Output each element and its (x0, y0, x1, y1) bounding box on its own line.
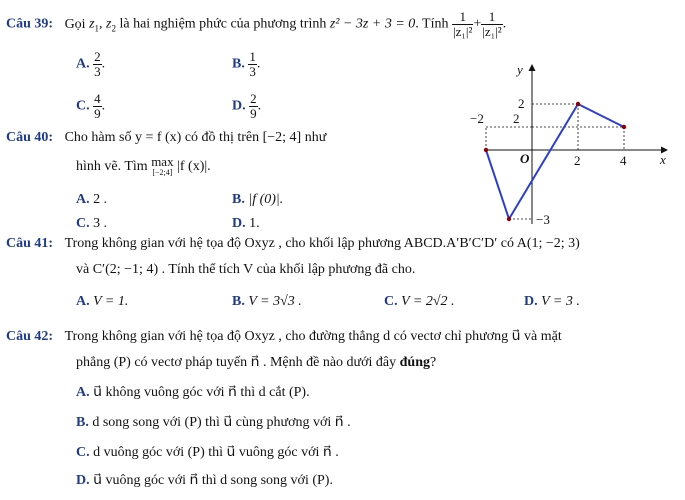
q40-option-c-letter: C. (76, 216, 90, 231)
q39-sep: , (99, 16, 107, 32)
y-tick-2: 2 (518, 96, 525, 111)
graph-point-0 (484, 148, 488, 152)
q40-max-word: max (151, 154, 174, 169)
q39-option-c-letter: C. (76, 98, 90, 114)
q39-stem (6, 10, 506, 39)
q41-option-a[interactable] (76, 294, 128, 310)
q41-option-b-text: V = 3√3 . (248, 294, 302, 309)
q39-frac-2 (481, 10, 502, 39)
q42-line2 (76, 354, 436, 371)
q39-z2: z (106, 16, 112, 32)
q42-option-c-text: d vuông góc với (P) thì u⃗ vuông góc với n⃗ . (93, 445, 339, 460)
q42-option-b-letter: B. (76, 415, 89, 430)
q41-option-a-text: V = 1. (93, 294, 129, 309)
q39-option-b-letter: B. (232, 56, 245, 72)
q39-z2-sub: 2 (111, 23, 116, 34)
q42-option-a-text: u⃗ không vuông góc với n⃗ thì d cắt (P). (93, 385, 310, 400)
q39-z1-sub: 1 (94, 23, 100, 34)
function-curve (486, 104, 624, 219)
q41-option-c[interactable] (384, 294, 455, 310)
q40-label: Câu 40: (6, 130, 54, 145)
q41-label: Câu 41: (6, 236, 54, 251)
q40-line1 (6, 130, 326, 146)
q39-plus: + (473, 16, 482, 32)
q41-option-b[interactable] (232, 294, 302, 310)
q40-option-a-text: 2 . (93, 192, 108, 207)
origin-label: O (520, 151, 530, 166)
q41-option-d-text: V = 3 . (541, 294, 580, 309)
q40-line2 (76, 156, 211, 178)
q39-option-c-den: 9 (94, 106, 101, 121)
x-axis-label: x (660, 152, 666, 167)
q40-option-b[interactable] (232, 192, 283, 208)
y-axis-label: y (517, 62, 523, 77)
q40-option-b-text: |f (0)|. (248, 192, 284, 207)
q42-line2-a: phẳng (P) có vectơ pháp tuyến n⃗ . Mệnh đề nào dưới đây (76, 355, 400, 370)
q41-option-a-letter: A. (76, 294, 90, 309)
q39-equation: z² − 3z + 3 = 0 (329, 16, 416, 32)
q39-option-b[interactable]: B. $\frac{1}{3}$ . (232, 49, 261, 79)
q39-end: . (502, 16, 507, 32)
q39-frac-1-num: 1 (459, 9, 466, 24)
q42-option-a[interactable] (76, 384, 310, 401)
q39-option-c-num: 4 (94, 91, 101, 106)
graph-point-3 (622, 125, 626, 129)
x-tick-2: 2 (574, 153, 581, 168)
q40-max (151, 156, 173, 178)
q41-line2 (76, 262, 415, 278)
q42-option-b[interactable] (76, 414, 351, 431)
q40-option-d[interactable] (232, 216, 260, 232)
q41-option-d[interactable] (524, 294, 580, 310)
q40-line2-b: |f (x)|. (177, 159, 211, 175)
function-graph (470, 58, 680, 228)
q39-option-b-num: 1 (249, 49, 256, 64)
x-tick-2-upper: 2 (513, 111, 520, 126)
q40-option-d-text: 1. (249, 216, 260, 231)
q42-option-d-text: u⃗ vuông góc với n⃗ thì d song song với (P). (93, 473, 333, 488)
x-tick-minus-2: −2 (470, 111, 484, 126)
q42-option-c-letter: C. (76, 445, 90, 460)
q41-line2-text: và C′(2; −1; 4) . Tính thể tích V của khối lập phương đã cho. (76, 262, 416, 277)
q39-option-d-den: 9 (250, 106, 257, 121)
q39-frac-1-den: |z₁|² (452, 24, 473, 39)
q40-option-d-letter: D. (232, 216, 246, 231)
q39-z1: z (89, 16, 95, 32)
q39-frac-2-num: 1 (488, 9, 496, 24)
q40-option-b-letter: B. (232, 192, 245, 207)
q39-option-c[interactable]: C. $\frac{4}{9}$ . (76, 91, 106, 121)
q39-option-d-num: 2 (250, 91, 257, 106)
graph-point-1 (507, 217, 511, 221)
q40-option-c[interactable] (76, 216, 107, 232)
q42-label: Câu 42: (6, 329, 54, 344)
q40-option-a[interactable] (76, 192, 107, 208)
q40-line2-a: hình vẽ. Tìm (76, 159, 152, 175)
graph-point-2 (576, 102, 580, 106)
q39-stem-b: là hai nghiệm phức của phương trình (115, 16, 330, 32)
q42-line2-bold: đúng (399, 355, 430, 370)
q41-option-b-letter: B. (232, 294, 245, 309)
q42-option-d-letter: D. (76, 473, 90, 488)
q39-option-a[interactable]: A. $\frac{2}{3}$ . (76, 49, 106, 79)
q39-option-d-value (249, 92, 258, 121)
q39-frac-1 (452, 10, 473, 39)
x-tick-4: 4 (620, 153, 627, 168)
q41-option-c-text: V = 2√2 . (401, 294, 455, 309)
q41-option-d-letter: D. (524, 294, 538, 309)
q39-option-c-value (93, 92, 102, 121)
q39-option-d[interactable]: D. $\frac{2}{9}$ . (232, 91, 262, 121)
q42-option-a-letter: A. (76, 385, 90, 400)
q40-line1-text: Cho hàm số y = f (x) có đồ thị trên [−2; 4] như (64, 130, 327, 145)
q40-max-sub: [−2;4] (152, 168, 173, 177)
q40-option-a-letter: A. (76, 192, 90, 207)
y-tick-minus-3: −3 (536, 212, 550, 227)
q39-frac-2-den: |z₁|² (482, 24, 502, 39)
q42-line2-b: ? (430, 355, 437, 370)
q42-line1-text: Trong không gian với hệ tọa độ Oxyz , cho đường thẳng d có vectơ chỉ phương u⃗ và mặt (64, 329, 562, 344)
q39-stem-c: . Tính (415, 16, 452, 32)
q42-option-c[interactable] (76, 444, 339, 461)
q39-option-a-num: 2 (94, 49, 101, 64)
q39-option-d-letter: D. (232, 98, 246, 114)
q41-line1-text: Trong không gian với hệ tọa độ Oxyz , cho khối lập phương ABCD.A′B′C′D′ có A(1; −2; 3) (64, 236, 580, 251)
q39-option-a-value (93, 50, 102, 79)
q39-option-a-den: 3 (94, 64, 101, 79)
q41-option-c-letter: C. (384, 294, 398, 309)
q42-option-b-text: d song song với (P) thì u⃗ cùng phương với n⃗ . (92, 415, 351, 430)
q39-option-b-den: 3 (249, 64, 256, 79)
q39-option-a-letter: A. (76, 56, 90, 72)
q39-option-b-value (248, 50, 257, 79)
q42-line1 (6, 328, 562, 345)
q39-stem-a: Gọi (64, 16, 90, 32)
q41-line1 (6, 236, 580, 252)
q40-option-c-text: 3 . (93, 216, 108, 231)
q39-label: Câu 39: (6, 16, 54, 32)
q42-option-d[interactable] (76, 472, 333, 489)
